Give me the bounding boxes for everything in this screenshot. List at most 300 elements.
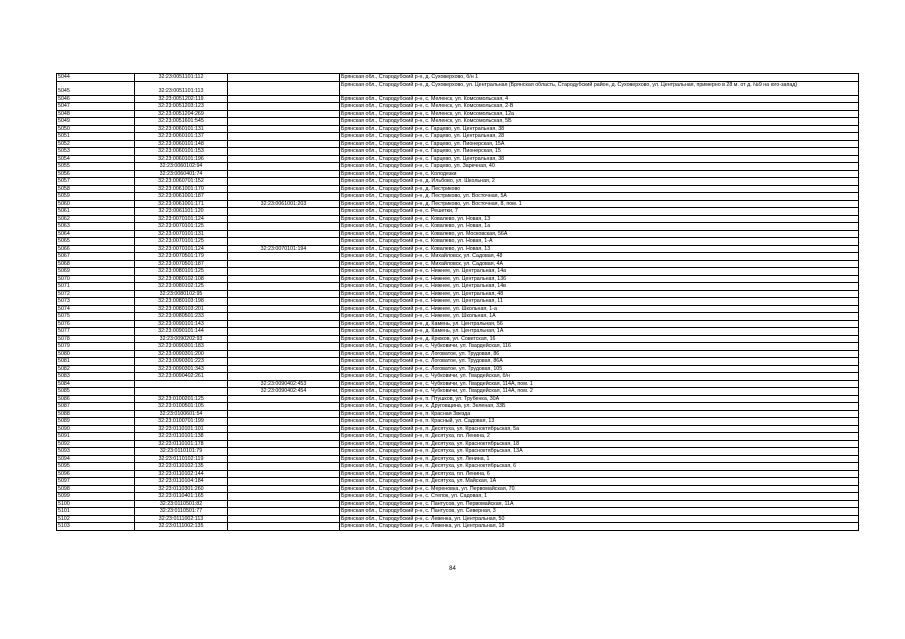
cadastral-number-cell: 32:23:0060101:148 <box>135 140 228 148</box>
cadastral-number-cell: 32:23:0070101:125 <box>135 238 228 246</box>
parent-number-cell <box>228 110 340 118</box>
cadastral-number-cell: 32:23:0070101:124 <box>135 215 228 223</box>
page-number: 84 <box>449 566 456 572</box>
table-row <box>57 305 859 313</box>
table-row <box>57 268 859 276</box>
table-row <box>57 358 859 366</box>
parent-number-cell <box>228 313 340 321</box>
parent-number-cell <box>228 283 340 291</box>
address-cell: Брянская обл., Стародубский р-н, п. Десятуха, ул. Красноктябрьская, 18 <box>340 440 859 448</box>
parent-number-cell <box>228 155 340 163</box>
cadastral-number-cell: 32:23:0070501:179 <box>135 253 228 261</box>
address-cell: Брянская обл., Стародубский р-н, с. Степок, ул. Садовая, 1 <box>340 493 859 501</box>
row-number-cell: 5055 <box>57 163 135 171</box>
row-number-cell: 5101 <box>57 508 135 516</box>
table-row <box>57 365 859 373</box>
cadastral-number-cell <box>135 388 228 396</box>
parent-number-cell <box>228 350 340 358</box>
address-cell: Брянская обл., Стародубский р-н, п. Десятуха, пл. Ленина, 2 <box>340 433 859 441</box>
address-cell: Брянская обл., Стародубский р-н, с. Нижнее, ул. Центральная, 48 <box>340 290 859 298</box>
cadastral-number-cell: 32:23:0080102:95 <box>135 290 228 298</box>
address-cell: Брянская обл., Стародубский р-н, с. Логоватое, ул. Трудовая, 105 <box>340 365 859 373</box>
address-cell: Брянская обл., Стародубский р-н, п. Красная Звезда <box>340 410 859 418</box>
parent-number-cell <box>228 433 340 441</box>
address-cell: Брянская обл., Стародубский р-н, с. Ковалево, ул. Новая, 13 <box>340 215 859 223</box>
parent-number-cell <box>228 320 340 328</box>
cadastral-number-cell: 32:23:0110101:101 <box>135 425 228 433</box>
cadastral-number-cell: 32:23:0061001:187 <box>135 193 228 201</box>
parent-number-cell <box>228 485 340 493</box>
address-cell: Брянская обл., Стародубский р-н, х. Друговщина, ул. Зеленая, 33Б <box>340 403 859 411</box>
address-cell: Брянская обл., Стародубский р-н, с. Чубковичи, ул. Гвардейская, 114А, пом. 2 <box>340 388 859 396</box>
table-row <box>57 508 859 516</box>
parent-number-cell <box>228 440 340 448</box>
cadastral-number-cell: 32:23:0051101:113 <box>135 81 228 95</box>
address-cell: Брянская обл., Стародубский р-н, с. Мереновка, ул. Первомайская, 70 <box>340 485 859 493</box>
row-number-cell: 5056 <box>57 170 135 178</box>
parent-number-cell <box>228 298 340 306</box>
parent-number-cell <box>228 500 340 508</box>
table-row <box>57 290 859 298</box>
table-row <box>57 433 859 441</box>
table-row <box>57 418 859 426</box>
table-row <box>57 455 859 463</box>
address-cell: Брянская обл., Стародубский р-н, п. Десятуха, ул. Красноктябрьская, 13А <box>340 448 859 456</box>
row-number-cell: 5069 <box>57 268 135 276</box>
address-cell: Брянская обл., Стародубский р-н, с. Ковалево, ул. Новая, 1-А <box>340 238 859 246</box>
parent-number-cell <box>228 95 340 103</box>
row-number-cell: 5092 <box>57 440 135 448</box>
address-cell: Брянская обл., Стародубский р-н, д. Пестриково, ул. Восточная, 5А <box>340 193 859 201</box>
table-row <box>57 125 859 133</box>
row-number-cell: 5086 <box>57 395 135 403</box>
table-row <box>57 515 859 523</box>
cadastral-number-cell: 32:23:0090402:261 <box>135 373 228 381</box>
cadastral-number-cell: 32:23:0060401:74 <box>135 170 228 178</box>
table-row <box>57 103 859 111</box>
address-cell: Брянская обл., Стародубский р-н, с. Гарцево, ул. Центральная, 38 <box>340 155 859 163</box>
address-cell: Брянская обл., Стародубский р-н, с. Меленск, ул. Комсомольская, 12а <box>340 110 859 118</box>
row-number-cell: 5071 <box>57 283 135 291</box>
cadastral-number-cell: 32:23:0051601:545 <box>135 118 228 126</box>
address-cell: Брянская обл., Стародубский р-н, д. Камень, ул. Центральная, 1А <box>340 328 859 336</box>
row-number-cell: 5085 <box>57 388 135 396</box>
address-cell: Брянская обл., Стародубский р-н, с. Логоватое, ул. Трудовая, 86А <box>340 358 859 366</box>
parent-number-cell <box>228 418 340 426</box>
parent-number-cell <box>228 178 340 186</box>
row-number-cell: 5075 <box>57 313 135 321</box>
row-number-cell: 5089 <box>57 418 135 426</box>
cadastral-number-cell: 32:23:0111002:113 <box>135 515 228 523</box>
address-cell: Брянская обл., Стародубский р-н, д. Пестриково, ул. Восточная, 8, пом. 1 <box>340 200 859 208</box>
cadastral-number-cell: 32:23:0090301:343 <box>135 365 228 373</box>
parent-number-cell <box>228 358 340 366</box>
cadastral-number-cell: 32:23:0061001:170 <box>135 185 228 193</box>
table-row <box>57 335 859 343</box>
address-cell: Брянская обл., Стародубский р-н, с. Нижнее, ул. Школьная, 1-а <box>340 305 859 313</box>
table-row <box>57 313 859 321</box>
row-number-cell: 5051 <box>57 133 135 141</box>
cadastral-number-cell: 32:23:0051203:123 <box>135 103 228 111</box>
table-row <box>57 470 859 478</box>
table-row <box>57 148 859 156</box>
row-number-cell: 5080 <box>57 350 135 358</box>
parent-number-cell <box>228 208 340 216</box>
parent-number-cell <box>228 275 340 283</box>
cadastral-number-cell: 32:23:0110101:79 <box>135 448 228 456</box>
address-cell: Брянская обл., Стародубский р-н, п. Птушков, ул. Трубенка, 30А <box>340 395 859 403</box>
row-number-cell: 5049 <box>57 118 135 126</box>
address-cell: Брянская обл., Стародубский р-н, с. Гарцево, ул. Пионерская, 15А <box>340 140 859 148</box>
table-row <box>57 320 859 328</box>
cadastral-number-cell: 32:23:0070101:124 <box>135 245 228 253</box>
cadastral-number-cell: 32:23:0061001:171 <box>135 200 228 208</box>
table-row <box>57 523 859 531</box>
row-number-cell: 5078 <box>57 335 135 343</box>
address-cell: Брянская обл., Стародубский р-н, п. Десятуха, ул. Майская, 1А <box>340 478 859 486</box>
row-number-cell: 5052 <box>57 140 135 148</box>
table-row <box>57 425 859 433</box>
table-row <box>57 493 859 501</box>
row-number-cell: 5095 <box>57 463 135 471</box>
table-row <box>57 178 859 186</box>
cadastral-number-cell: 32:23:0100501:105 <box>135 403 228 411</box>
cadastral-number-cell: 32:23:0110301:260 <box>135 485 228 493</box>
row-number-cell: 5073 <box>57 298 135 306</box>
address-cell: Брянская обл., Стародубский р-н, п. Десятуха, пл. Ленина, 6 <box>340 470 859 478</box>
cadastral-number-cell: 32:23:0100201:125 <box>135 395 228 403</box>
parent-number-cell <box>228 125 340 133</box>
cadastral-number-cell: 32:23:0080103:201 <box>135 305 228 313</box>
registry-table <box>56 73 859 531</box>
row-number-cell: 5084 <box>57 380 135 388</box>
cadastral-number-cell: 32:23:0060101:131 <box>135 125 228 133</box>
parent-number-cell <box>228 133 340 141</box>
row-number-cell: 5072 <box>57 290 135 298</box>
row-number-cell: 5066 <box>57 245 135 253</box>
row-number-cell: 5096 <box>57 470 135 478</box>
table-row <box>57 403 859 411</box>
table-row <box>57 215 859 223</box>
table-row <box>57 448 859 456</box>
parent-number-cell <box>228 448 340 456</box>
row-number-cell: 5090 <box>57 425 135 433</box>
table-row <box>57 440 859 448</box>
table-row <box>57 373 859 381</box>
table-row <box>57 388 859 396</box>
table-row <box>57 260 859 268</box>
row-number-cell: 5065 <box>57 238 135 246</box>
address-cell: Брянская обл., Стародубский р-н, с. Колодезки <box>340 170 859 178</box>
cadastral-number-cell: 32:23:0110101:138 <box>135 433 228 441</box>
address-cell: Брянская обл., Стародубский р-н, с. Меленск, ул. Комсомольская, 2-В <box>340 103 859 111</box>
cadastral-number-cell: 32:23:0100601:54 <box>135 410 228 418</box>
registry-table-body <box>57 74 859 531</box>
parent-number-cell <box>228 470 340 478</box>
table-row <box>57 485 859 493</box>
row-number-cell: 5098 <box>57 485 135 493</box>
address-cell: Брянская обл., Стародубский р-н, с. Гарцево, ул. Центральная, 38 <box>340 125 859 133</box>
table-row <box>57 245 859 253</box>
cadastral-number-cell: 32:23:0051101:112 <box>135 74 228 82</box>
row-number-cell: 5068 <box>57 260 135 268</box>
address-cell: Брянская обл., Стародубский р-н, п. Десятуха, ул. Красноктябрьская, 5а <box>340 425 859 433</box>
cadastral-number-cell: 32:23:0110102:144 <box>135 470 228 478</box>
cadastral-number-cell: 32:23:0051202:119 <box>135 95 228 103</box>
parent-number-cell <box>228 403 340 411</box>
address-cell: Брянская обл., Стародубский р-н, д. Ильбово, ул. Школьная, 2 <box>340 178 859 186</box>
row-number-cell: 5061 <box>57 208 135 216</box>
parent-number-cell <box>228 148 340 156</box>
address-cell: Брянская обл., Стародубский р-н, с. Чубковичи, ул. Гвардейская, б/н <box>340 373 859 381</box>
parent-number-cell: 32:23:0061001:203 <box>228 200 340 208</box>
parent-number-cell <box>228 455 340 463</box>
table-row <box>57 118 859 126</box>
table-row <box>57 253 859 261</box>
address-cell: Брянская обл., Стародубский р-н, с. Левенка, ул. Центральная, 18 <box>340 523 859 531</box>
table-row <box>57 133 859 141</box>
cadastral-number-cell: 32:23:0061101:120 <box>135 208 228 216</box>
parent-number-cell <box>228 193 340 201</box>
row-number-cell: 5087 <box>57 403 135 411</box>
parent-number-cell <box>228 185 340 193</box>
address-cell: Брянская обл., Стародубский р-н, с. Гарцево, ул. Центральная, 28 <box>340 133 859 141</box>
row-number-cell: 5082 <box>57 365 135 373</box>
row-number-cell: 5044 <box>57 74 135 82</box>
parent-number-cell <box>228 328 340 336</box>
row-number-cell: 5103 <box>57 523 135 531</box>
row-number-cell: 5076 <box>57 320 135 328</box>
table-row <box>57 110 859 118</box>
table-row <box>57 350 859 358</box>
cadastral-number-cell: 32:23:0070501:187 <box>135 260 228 268</box>
row-number-cell: 5102 <box>57 515 135 523</box>
table-row <box>57 200 859 208</box>
row-number-cell: 5063 <box>57 223 135 231</box>
address-cell: Брянская обл., Стародубский р-н, п. Красный, ул. Садовая, 13 <box>340 418 859 426</box>
address-cell: Брянская обл., Стародубский р-н, с. Ковалево, ул. Новая, 13 <box>340 245 859 253</box>
table-row <box>57 298 859 306</box>
address-cell: Брянская обл., Стародубский р-н, д. Камень, ул. Центральная, 56 <box>340 320 859 328</box>
cadastral-number-cell: 32:23:0110102:135 <box>135 463 228 471</box>
address-cell: Брянская обл., Стародубский р-н, с. Чубковичи, ул. Гвардейская, 116 <box>340 343 859 351</box>
parent-number-cell <box>228 373 340 381</box>
cadastral-number-cell: 32:23:0060102:94 <box>135 163 228 171</box>
parent-number-cell <box>228 425 340 433</box>
row-number-cell: 5099 <box>57 493 135 501</box>
row-number-cell: 5050 <box>57 125 135 133</box>
row-number-cell: 5053 <box>57 148 135 156</box>
address-cell: Брянская обл., Стародубский р-н, с. Гарцево, ул. Заречная, 40 <box>340 163 859 171</box>
table-row <box>57 238 859 246</box>
table-row <box>57 223 859 231</box>
address-cell: Брянская обл., Стародубский р-н, с. Михайловск, ул. Садовая, 4А <box>340 260 859 268</box>
address-cell: Брянская обл., Стародубский р-н, с. Нижнее, ул. Центральная, 14а <box>340 268 859 276</box>
parent-number-cell <box>228 305 340 313</box>
parent-number-cell <box>228 478 340 486</box>
row-number-cell: 5048 <box>57 110 135 118</box>
parent-number-cell <box>228 260 340 268</box>
address-cell: Брянская обл., Стародубский р-н, с. Логоватое, ул. Трудовая, 86 <box>340 350 859 358</box>
cadastral-number-cell: 32:23:0110501:77 <box>135 508 228 516</box>
parent-number-cell <box>228 81 340 95</box>
row-number-cell: 5070 <box>57 275 135 283</box>
cadastral-number-cell: 32:23:0110102:119 <box>135 455 228 463</box>
table-row <box>57 74 859 82</box>
row-number-cell: 5064 <box>57 230 135 238</box>
address-cell: Брянская обл., Стародубский р-н, д. Крюков, ул. Советская, 16 <box>340 335 859 343</box>
row-number-cell: 5059 <box>57 193 135 201</box>
table-row <box>57 163 859 171</box>
parent-number-cell <box>228 103 340 111</box>
row-number-cell: 5100 <box>57 500 135 508</box>
cadastral-number-cell: 32:23:0060101:196 <box>135 155 228 163</box>
cadastral-number-cell: 32:23:0060101:153 <box>135 148 228 156</box>
row-number-cell: 5077 <box>57 328 135 336</box>
parent-number-cell <box>228 223 340 231</box>
table-row <box>57 478 859 486</box>
address-cell: Брянская обл., Стародубский р-н, д. Пестриково <box>340 185 859 193</box>
table-row <box>57 275 859 283</box>
row-number-cell: 5074 <box>57 305 135 313</box>
row-number-cell: 5060 <box>57 200 135 208</box>
cadastral-number-cell: 32:23:0090202:93 <box>135 335 228 343</box>
parent-number-cell <box>228 365 340 373</box>
parent-number-cell <box>228 508 340 516</box>
row-number-cell: 5045 <box>57 81 135 95</box>
table-row <box>57 193 859 201</box>
cadastral-number-cell <box>135 380 228 388</box>
address-cell: Брянская обл., Стародубский р-н, с. Пантусов, ул. Северная, 3 <box>340 508 859 516</box>
parent-number-cell <box>228 410 340 418</box>
cadastral-number-cell: 32:23:0070101:131 <box>135 230 228 238</box>
row-number-cell: 5094 <box>57 455 135 463</box>
address-cell: Брянская обл., Стародубский р-н, с. Нижнее, ул. Центральная, 136 <box>340 275 859 283</box>
parent-number-cell: 32:23:0090402:453 <box>228 380 340 388</box>
parent-number-cell <box>228 493 340 501</box>
row-number-cell: 5083 <box>57 373 135 381</box>
address-cell: Брянская обл., Стародубский р-н, д. Суховерхово, б/н 1 <box>340 74 859 82</box>
row-number-cell: 5058 <box>57 185 135 193</box>
parent-number-cell <box>228 290 340 298</box>
parent-number-cell <box>228 463 340 471</box>
cadastral-number-cell: 32:23:0100701:199 <box>135 418 228 426</box>
address-cell: Брянская обл., Стародубский р-н, с. Решетки, 7 <box>340 208 859 216</box>
table-row <box>57 230 859 238</box>
cadastral-number-cell: 32:23:0110104:184 <box>135 478 228 486</box>
table-row <box>57 463 859 471</box>
parent-number-cell <box>228 170 340 178</box>
row-number-cell: 5088 <box>57 410 135 418</box>
parent-number-cell <box>228 230 340 238</box>
table-row <box>57 170 859 178</box>
cadastral-number-cell: 32:23:0110101:178 <box>135 440 228 448</box>
table-row <box>57 283 859 291</box>
parent-number-cell <box>228 118 340 126</box>
cadastral-number-cell: 32:23:0051204:269 <box>135 110 228 118</box>
table-row <box>57 185 859 193</box>
parent-number-cell <box>228 523 340 531</box>
cadastral-number-cell: 32:23:0060101:137 <box>135 133 228 141</box>
cadastral-number-cell: 32:23:0110401:165 <box>135 493 228 501</box>
parent-number-cell <box>228 515 340 523</box>
table-row <box>57 410 859 418</box>
cadastral-number-cell: 32:23:0080103:198 <box>135 298 228 306</box>
row-number-cell: 5067 <box>57 253 135 261</box>
address-cell: Брянская обл., Стародубский р-н, с. Чубковичи, ул. Гвардейская, 114А, пом. 1 <box>340 380 859 388</box>
parent-number-cell: 32:23:0070101:194 <box>228 245 340 253</box>
row-number-cell: 5097 <box>57 478 135 486</box>
address-cell: Брянская обл., Стародубский р-н, с. Нижнее, ул. Центральная, 11 <box>340 298 859 306</box>
address-cell: Брянская обл., Стародубский р-н, с. Пантусов, ул. Первомайская, 11А <box>340 500 859 508</box>
cadastral-number-cell: 32:23:0110501:82 <box>135 500 228 508</box>
table-row <box>57 140 859 148</box>
cadastral-number-cell: 32:23:0111002:135 <box>135 523 228 531</box>
address-cell: Брянская обл., Стародубский р-н, с. Ковалево, ул. Новая, 1а <box>340 223 859 231</box>
parent-number-cell <box>228 74 340 82</box>
cadastral-number-cell: 32:23:0090101:144 <box>135 328 228 336</box>
address-cell: Брянская обл., Стародубский р-н, п. Десятуха, ул. Красноктябрьская, 6 <box>340 463 859 471</box>
table-row <box>57 380 859 388</box>
cadastral-number-cell: 32:23:0090301:200 <box>135 350 228 358</box>
parent-number-cell <box>228 163 340 171</box>
address-cell: Брянская обл., Стародубский р-н, с. Меленск, ул. Комсомольская, 4 <box>340 95 859 103</box>
row-number-cell: 5093 <box>57 448 135 456</box>
cadastral-number-cell: 32:23:0090301:183 <box>135 343 228 351</box>
table-row <box>57 395 859 403</box>
address-cell: Брянская обл., Стародубский р-н, с. Ковалево, ул. Московская, 56А <box>340 230 859 238</box>
cadastral-number-cell: 32:23:0090101:143 <box>135 320 228 328</box>
table-row <box>57 81 859 95</box>
table-row <box>57 500 859 508</box>
parent-number-cell <box>228 140 340 148</box>
address-cell: Брянская обл., Стародубский р-н, с. Нижнее, ул. Центральная, 14в <box>340 283 859 291</box>
table-row <box>57 95 859 103</box>
address-cell: Брянская обл., Стародубский р-н, с. Михайловск, ул. Садовая, 48 <box>340 253 859 261</box>
cadastral-number-cell: 32:23:0070101:125 <box>135 223 228 231</box>
address-cell: Брянская обл., Стародубский р-н, д. Суховерхово, ул. Центральная (Брянская область, Стародубский район, д. Суховерхово, ул. Центральная, примерно в 28 м. от д. №9 на юго-запад) <box>340 81 859 95</box>
table-row <box>57 155 859 163</box>
parent-number-cell <box>228 395 340 403</box>
address-cell: Брянская обл., Стародубский р-н, с. Нижнее, ул. Школьная, 1А <box>340 313 859 321</box>
cadastral-number-cell: 32:23:0080102:108 <box>135 275 228 283</box>
row-number-cell: 5091 <box>57 433 135 441</box>
table-row <box>57 328 859 336</box>
address-cell: Брянская обл., Стародубский р-н, п. Десятуха, ул. Ленина, 1 <box>340 455 859 463</box>
cadastral-number-cell: 32:23:0080501:233 <box>135 313 228 321</box>
parent-number-cell <box>228 343 340 351</box>
cadastral-number-cell: 32:23:0090301:223 <box>135 358 228 366</box>
cadastral-number-cell: 32:23:0080101:125 <box>135 268 228 276</box>
address-cell: Брянская обл., Стародубский р-н, с. Левенка, ул. Центральная, 50 <box>340 515 859 523</box>
row-number-cell: 5062 <box>57 215 135 223</box>
address-cell: Брянская обл., Стародубский р-н, с. Меленск, ул. Комсомольская, 5Б <box>340 118 859 126</box>
address-cell: Брянская обл., Стародубский р-н, с. Гарцево, ул. Пионерская, 15 <box>340 148 859 156</box>
table-row <box>57 208 859 216</box>
parent-number-cell <box>228 238 340 246</box>
parent-number-cell <box>228 268 340 276</box>
parent-number-cell <box>228 215 340 223</box>
parent-number-cell: 32:23:0090402:454 <box>228 388 340 396</box>
table-row <box>57 343 859 351</box>
row-number-cell: 5081 <box>57 358 135 366</box>
cadastral-number-cell: 32:23:0080102:125 <box>135 283 228 291</box>
parent-number-cell <box>228 335 340 343</box>
parent-number-cell <box>228 253 340 261</box>
row-number-cell: 5079 <box>57 343 135 351</box>
row-number-cell: 5047 <box>57 103 135 111</box>
row-number-cell: 5057 <box>57 178 135 186</box>
